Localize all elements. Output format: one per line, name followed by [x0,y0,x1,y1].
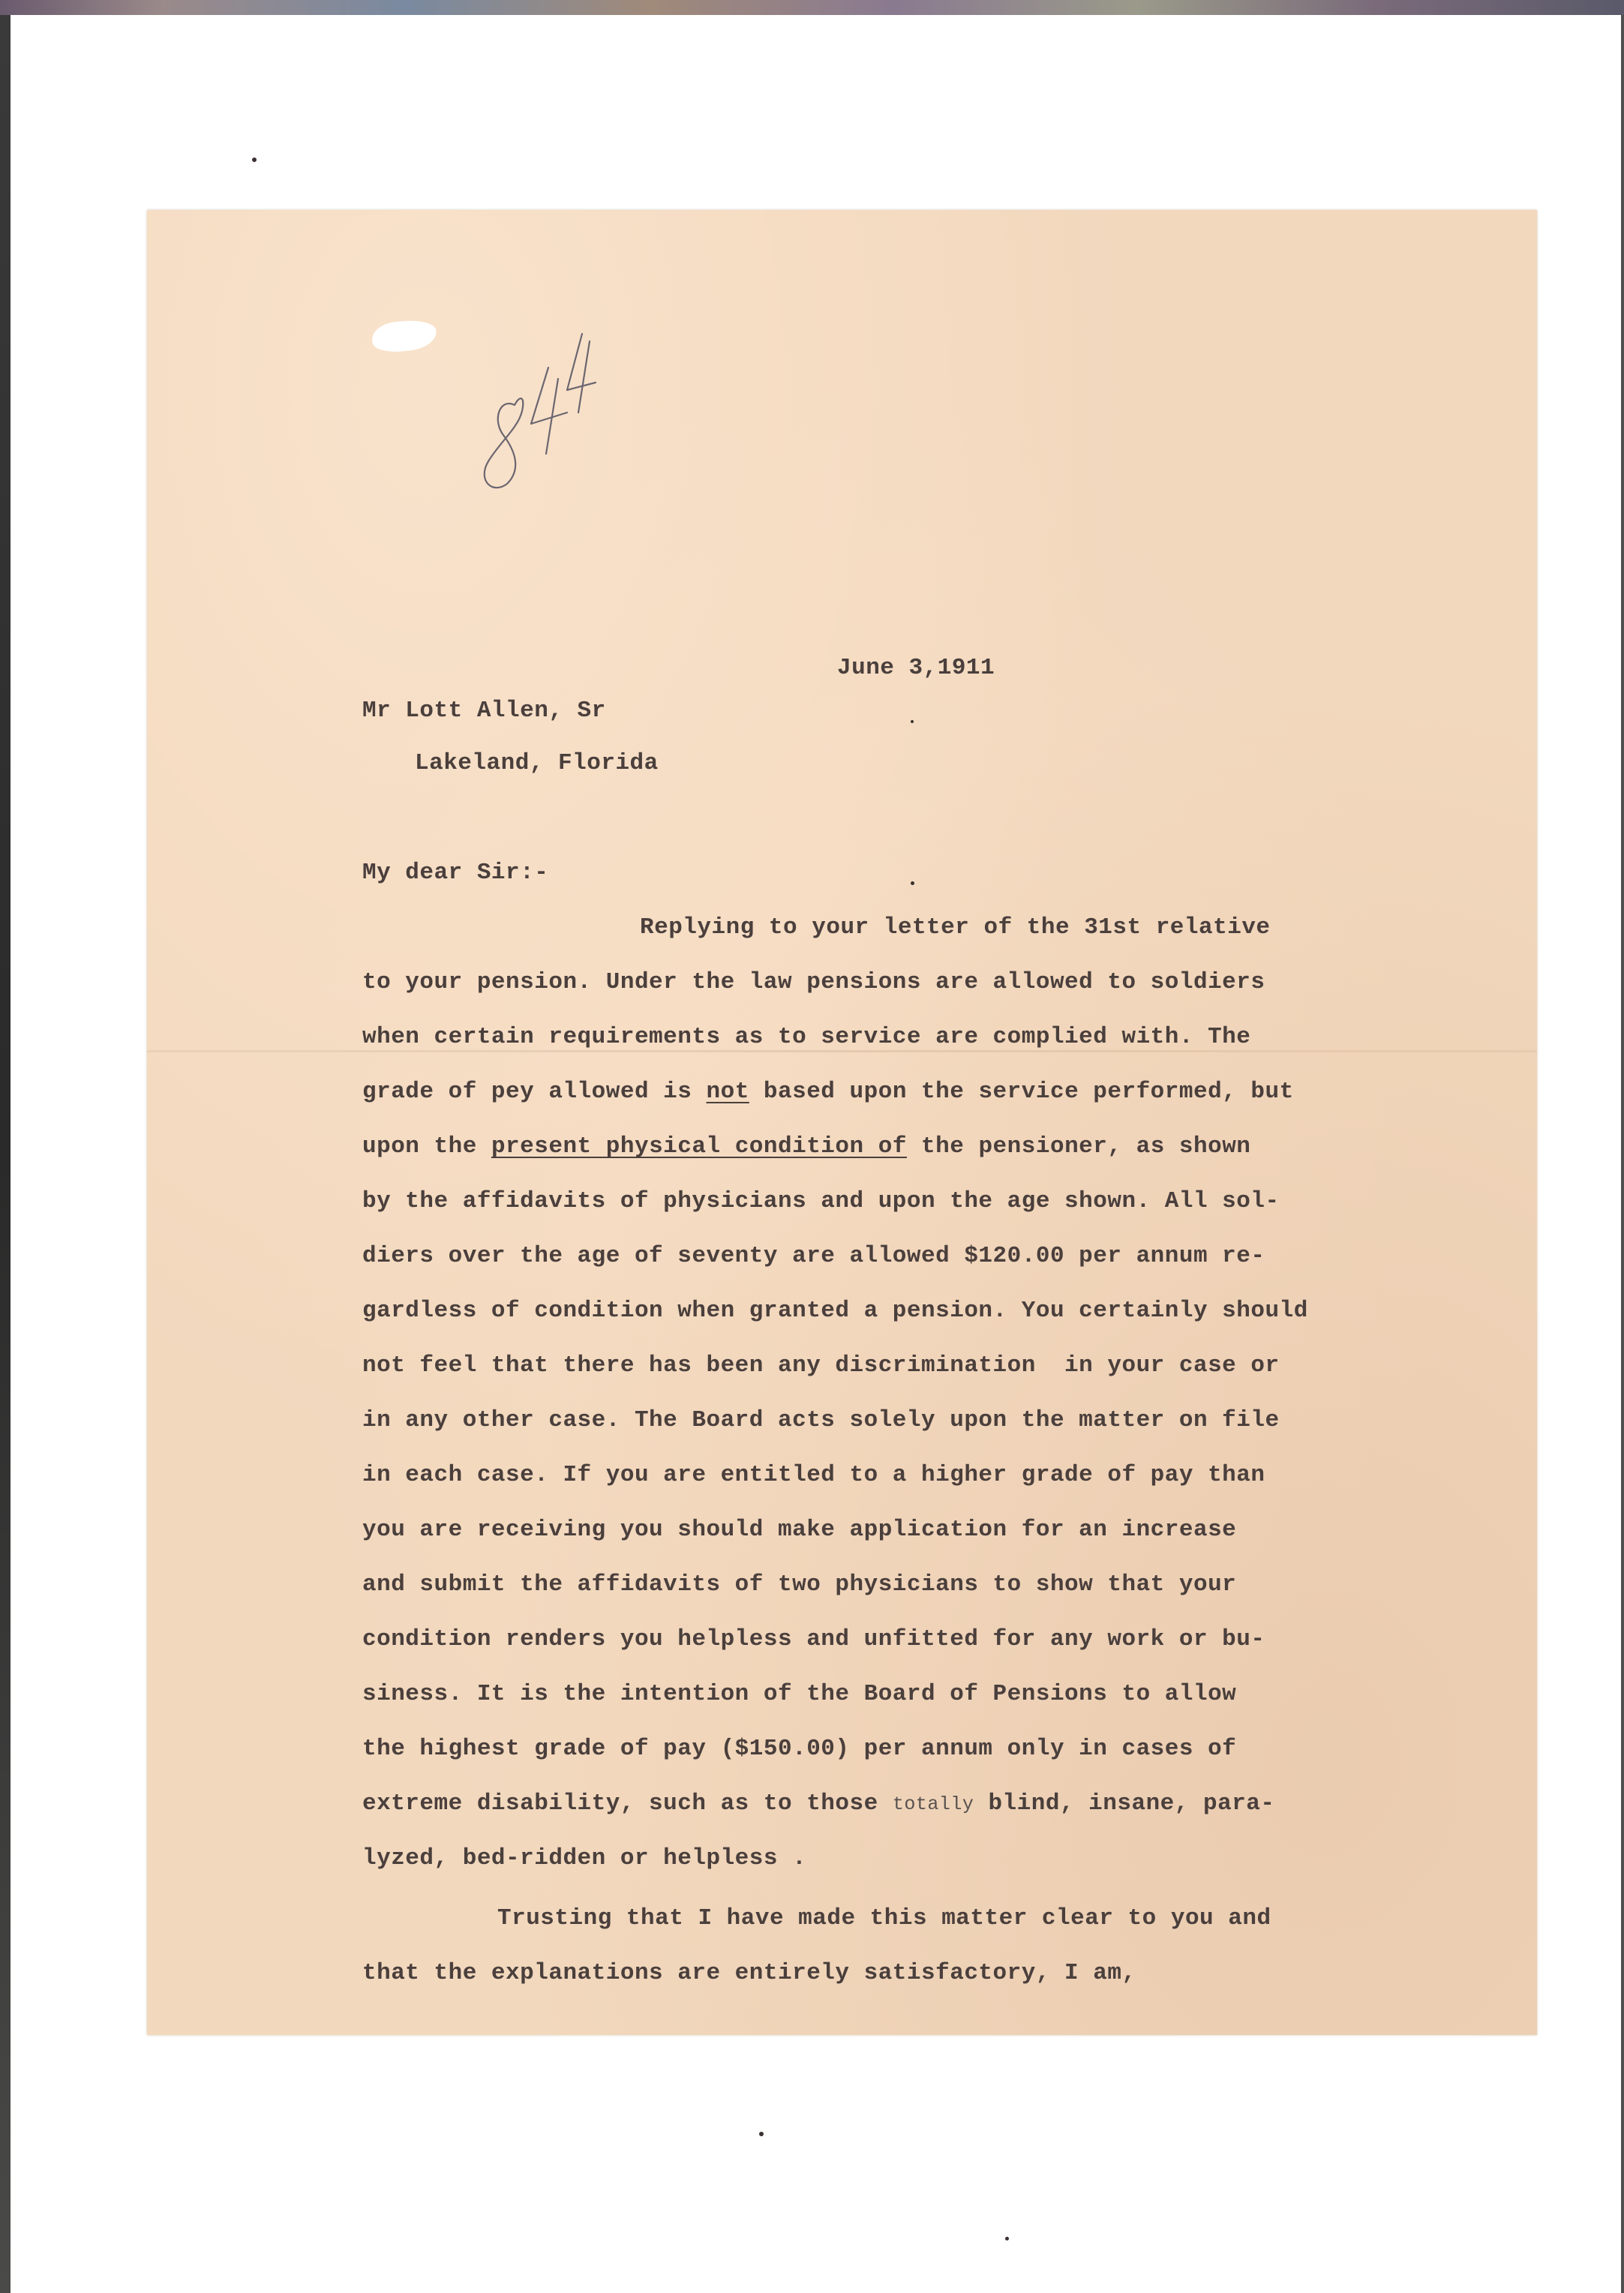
body-line [362,1790,1275,1817]
fold-crease [147,1050,1537,1052]
letter-date: June 3,1911 [837,655,995,681]
handwritten-file-number [462,323,597,495]
speck [252,158,257,162]
speck [911,720,914,723]
body-line: Trusting that I have made this matter clear to you and [497,1905,1271,1931]
body-line: you are receiving you should make application for an increase [362,1517,1237,1543]
speck [759,2132,764,2136]
body-text: the pensioner, as shown [906,1133,1251,1160]
body-line: in each case. If you are entitled to a higher grade of pay than [362,1462,1265,1488]
body-text: upon the [362,1133,491,1160]
punch-hole [371,318,438,355]
underlined-emphasis: not [706,1079,749,1105]
body-text: based upon the service performed, but [749,1079,1294,1105]
scan-edge-left [0,15,11,2293]
body-line [362,1079,1294,1105]
body-line: in any other case. The Board acts solely upon the matter on file [362,1407,1280,1433]
body-line: Replying to your letter of the 31st relative [640,914,1271,941]
scan-edge-top [0,0,1624,15]
recipient-name: Mr Lott Allen, Sr [362,698,606,724]
body-text: grade of pey allowed is [362,1079,707,1105]
body-line: siness. It is the intention of the Board of Pensions to allow [362,1681,1237,1707]
body-line: by the affidavits of physicians and upon the age shown. All sol- [362,1188,1280,1214]
body-text: blind, insane, para- [974,1790,1275,1817]
recipient-city: Lakeland, Florida [415,750,659,776]
body-line: lyzed, bed-ridden or helpless . [362,1845,807,1871]
body-line: not feel that there has been any discrimination in your case or [362,1352,1280,1379]
body-text: extreme disability, such as to those [362,1790,893,1817]
typed-insertion: totally [892,1793,974,1815]
body-line: when certain requirements as to service are complied with. The [362,1024,1251,1050]
body-line: condition renders you helpless and unfitted for any work or bu- [362,1626,1265,1652]
body-line: that the explanations are entirely satisfactory, I am, [362,1960,1136,1986]
speck [1005,2237,1009,2240]
body-line: diers over the age of seventy are allowed $120.00 per annum re- [362,1243,1265,1269]
scan-edge-right [1621,15,1624,2293]
salutation: My dear Sir:- [362,860,549,886]
body-line [362,1133,1250,1160]
body-line: and submit the affidavits of two physicians to show that your [362,1571,1237,1598]
underlined-emphasis: present physical condition of [491,1133,907,1160]
body-line: the highest grade of pay ($150.00) per annum only in cases of [362,1736,1237,1762]
body-line: gardless of condition when granted a pension. You certainly should [362,1298,1308,1324]
body-line: to your pension. Under the law pensions are allowed to soldiers [362,969,1265,995]
speck [911,881,914,885]
